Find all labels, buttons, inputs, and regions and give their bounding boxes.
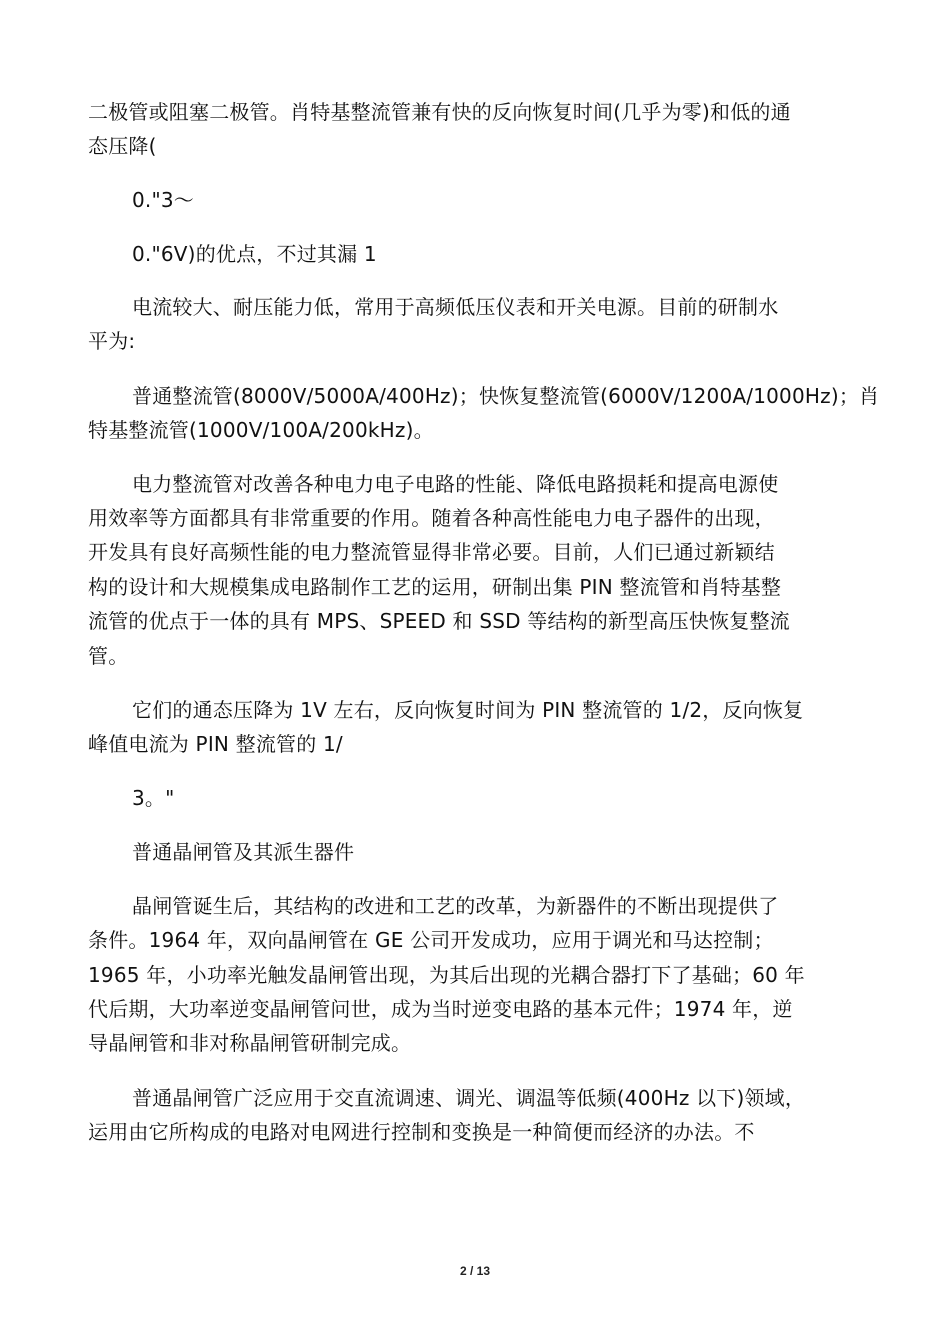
text-line: 特基整流管(1000V/100A/200kHz)。 (88, 418, 434, 442)
text-line: 0."6V)的优点，不过其漏 1 (132, 242, 377, 266)
text-line: 平为: (88, 329, 136, 353)
text-line: 导晶闸管和非对称晶闸管研制完成。 (88, 1031, 412, 1055)
text-line: 流管的优点于一体的具有 MPS、SPEED 和 SSD 等结构的新型高压快恢复整流 (88, 609, 790, 633)
text-line: 运用由它所构成的电路对电网进行控制和变换是一种简便而经济的办法。不 (88, 1120, 755, 1144)
text-line: 3。" (132, 786, 175, 810)
text-line: 1965 年，小功率光触发晶闸管出现，为其后出现的光耦合器打下了基础；60 年 (88, 963, 805, 987)
page-indicator: 2 / 13 (459, 1264, 491, 1278)
text-line: 晶闸管诞生后，其结构的改进和工艺的改革，为新器件的不断出现提供了 (132, 894, 779, 918)
text-line: 管。 (88, 644, 129, 668)
text-line: 态压降( (88, 134, 157, 158)
section-heading: 普通晶闸管及其派生器件 (132, 840, 355, 864)
text-line: 电流较大、耐压能力低，常用于高频低压仪表和开关电源。目前的研制水 (132, 295, 779, 319)
text-line: 代后期，大功率逆变晶闸管问世，成为当时逆变电路的基本元件；1974 年，逆 (88, 997, 793, 1021)
text-line: 二极管或阻塞二极管。肖特基整流管兼有快的反向恢复时间(几乎为零)和低的通 (88, 100, 791, 124)
text-line: 普通晶闸管广泛应用于交直流调速、调光、调温等低频(400Hz 以下)领域， (132, 1086, 806, 1110)
text-line: 条件。1964 年，双向晶闸管在 GE 公司开发成功，应用于调光和马达控制； (88, 928, 774, 952)
text-line: 它们的通态压降为 1V 左右，反向恢复时间为 PIN 整流管的 1/2，反向恢复 (132, 698, 804, 722)
text-line: 构的设计和大规模集成电路制作工艺的运用，研制出集 PIN 整流管和肖特基整 (88, 575, 782, 599)
text-line: 开发具有良好高频性能的电力整流管显得非常必要。目前，人们已通过新颖结 (88, 540, 775, 564)
text-line: 用效率等方面都具有非常重要的作用。随着各种高性能电力电子器件的出现， (88, 506, 775, 530)
text-line: 0."3～ (132, 188, 195, 212)
text-line: 电力整流管对改善各种电力电子电路的性能、降低电路损耗和提高电源使 (132, 472, 779, 496)
text-line: 普通整流管(8000V/5000A/400Hz)；快恢复整流管(6000V/1200A/1000Hz)；肖 (132, 384, 880, 408)
text-line: 峰值电流为 PIN 整流管的 1/ (88, 732, 343, 756)
